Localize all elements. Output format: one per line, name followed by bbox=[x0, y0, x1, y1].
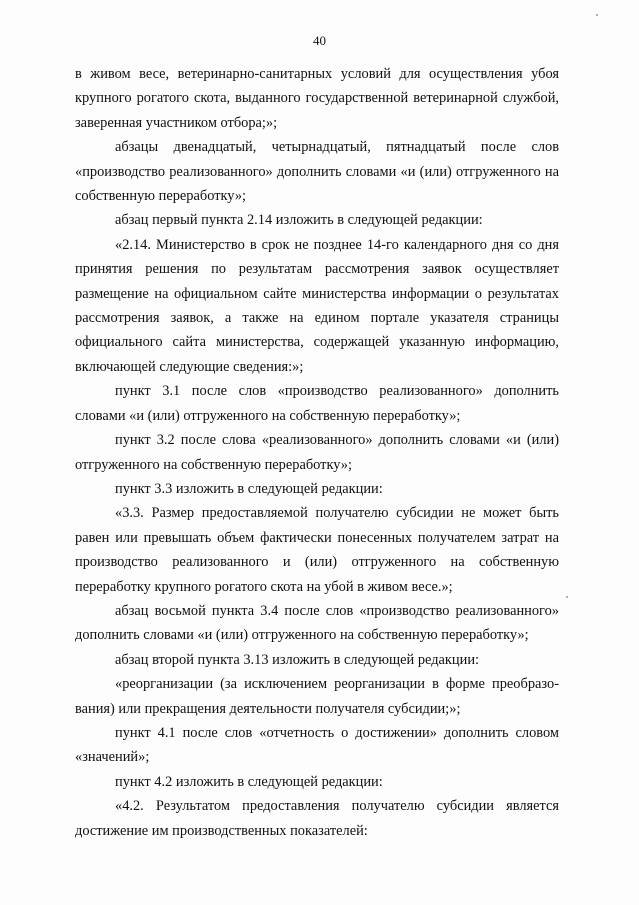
paragraph: пункт 4.1 после слов «отчетность о достижении» дополнить словом «значений»; bbox=[75, 724, 559, 766]
paragraph: пункт 4.2 изложить в следующей редакции: bbox=[115, 773, 383, 790]
paragraph: «4.2. Результатом предоставления получателю субсидии является достижение им производственных показателей: bbox=[75, 798, 559, 839]
paragraph: абзац восьмой пункта 3.4 после слов «производство реализованного» дополнить словами «и (или) отгруженного на собственную переработку»; bbox=[75, 602, 559, 644]
document-body bbox=[75, 62, 559, 843]
paragraph: пункт 3.1 после слов «производство реализованного» дополнить словами «и (или) отгруженного на собственную переработку»; bbox=[75, 383, 559, 424]
scan-speck bbox=[596, 14, 598, 16]
page-number: 40 bbox=[313, 33, 326, 48]
paragraph: в живом весе, ветеринарно-санитарных условий для осуществления убоя крупного рогатого скота, выданного государственной ветеринарной службой, заверенная участником отбора;»; bbox=[75, 66, 559, 131]
paragraph: пункт 3.3 изложить в следующей редакции: bbox=[115, 480, 383, 497]
paragraph: «3.3. Размер предоставляемой получателю субсидии не может быть равен или превышать объем фактически понесенных получателем затрат на производство реализованного и (или) отгруженного на собственную переработку крупного рогатого скота на убой в живом весе.»; bbox=[75, 505, 559, 595]
paragraph: абзацы двенадцатый, четырнадцатый, пятнадцатый после слов «производство реализованного» дополнить словами «и (или) отгруженного на собственную переработку»; bbox=[75, 139, 559, 205]
paragraph: пункт 3.2 после слова «реализованного» дополнить словами «и (или) отгруженного на собственную переработку»; bbox=[75, 432, 559, 473]
paragraph: «реорганизации (за исключением реорганизации в форме преобразования) или прекращения деятельности получателя субсидии;»; bbox=[75, 676, 559, 717]
paragraph: абзац первый пункта 2.14 изложить в следующей редакции: bbox=[115, 212, 483, 229]
scan-speck bbox=[566, 596, 568, 598]
paragraph: абзац второй пункта 3.13 изложить в следующей редакции: bbox=[115, 651, 480, 668]
paragraph: «2.14. Министерство в срок не позднее 14-го календарного дня со дня принятия решения по результатам рассмотрения заявок осуществляет размещение на официальном сайте министерства информации о результатах рассмотрения заявок, а также на едином портале указателя страницы официального сайта министерства, содержащей указанную информацию, включающей следующие сведения:»; bbox=[75, 236, 559, 375]
